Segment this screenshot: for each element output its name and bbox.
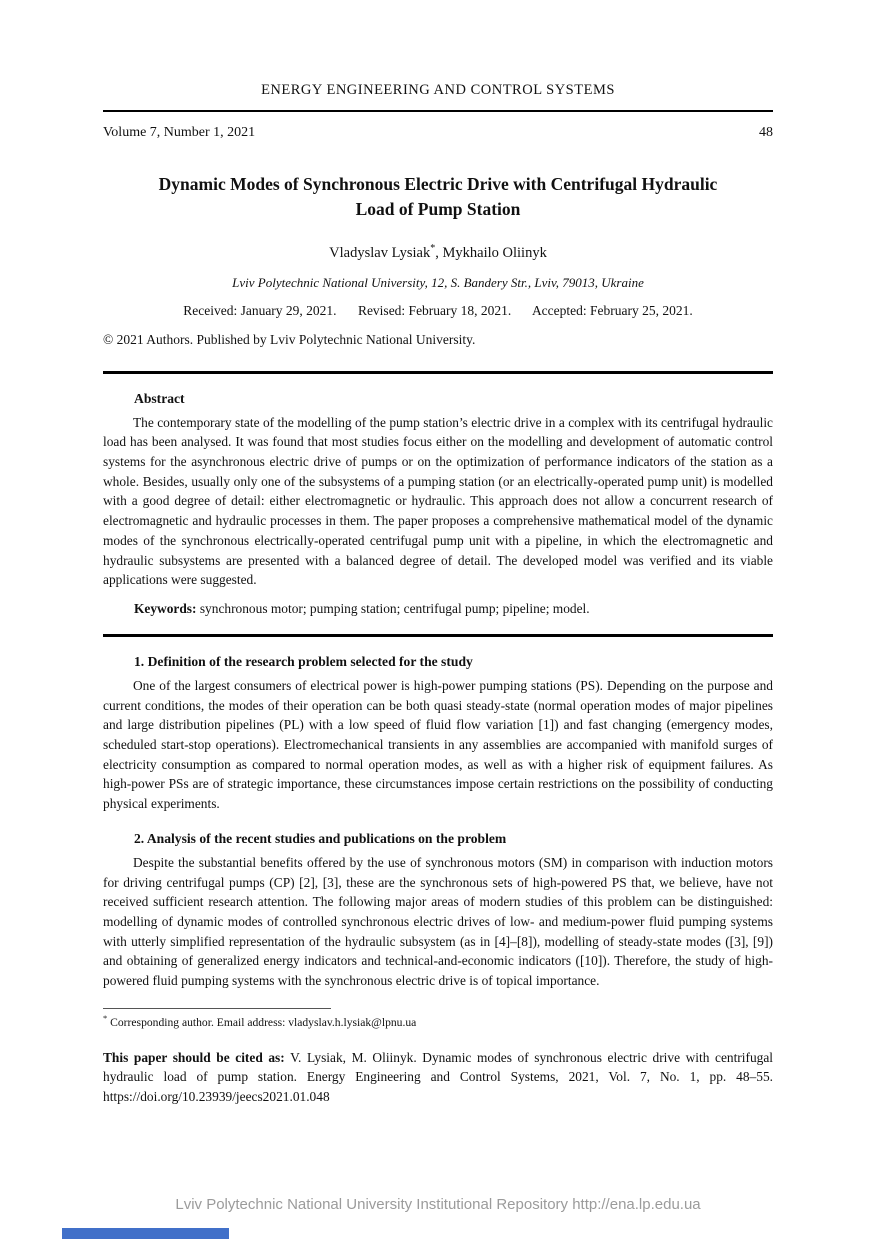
copyright-line: © 2021 Authors. Published by Lviv Polytechnic National University. — [103, 331, 476, 347]
keywords-text: synchronous motor; pumping station; centrifugal pump; pipeline; model. — [199, 600, 590, 616]
citation-block — [103, 1048, 773, 1107]
volume-row — [103, 125, 773, 141]
dates-line — [103, 303, 773, 319]
article-title-line1: Dynamic Modes of Synchronous Electric Drive with Centrifugal Hydraulic — [158, 174, 718, 194]
repository-footer-line: Lviv Polytechnic National University Institutional Repository http://ena.lp.edu.ua — [175, 1196, 701, 1213]
corresponding-author-mark: * — [430, 242, 436, 254]
section-1-paragraph: One of the largest consumers of electrical power is high-power pumping stations (PS). Depending on the purpose and current conditions, the modes of their operation can be both quasi steady-state (normal operation modes of major pipelines and large distribution pipelines (PL) with a low speed of fluid flow variation [1]) and fast changing (emergency modes, scheduled start-stop operations). Electromechanical transients in any assemblies are accompanied with manifold surges of electricity consumption as compared to normal operation modes, as well as with a higher risk of equipment failures. As high-power PSs are of strategic importance, these circumstances impose certain restrictions on the possibility of conducting physical experiments. — [103, 677, 773, 812]
page-number: 48 — [759, 125, 773, 140]
keywords-label: Keywords: — [134, 600, 197, 616]
abstract-top-rule — [103, 371, 773, 374]
footnote-mark: * — [103, 1012, 108, 1023]
abstract-paragraph: The contemporary state of the modelling of the pump station’s electric drive in a complex with its centrifugal hydraulic load has been analysed. It was found that most studies focus either on the modelling and development of automatic control systems for the asynchronous electric drive of pumps or on the optimization of performance indicators of the station as a whole. Besides, usually only one of the subsystems of a pumping station (or an electrically-operated pump unit) is modelled with a good degree of detail: either electromagnetic or hydraulic. This approach does not allow a concurrent research of electromagnetic and hydraulic processes in them. The paper proposes a comprehensive mathematical model of the dynamic modes of the synchronous electrically-operated centrifugal pump unit with a pipeline, in which the electromagnetic and hydraulic subsystems are presented with a balanced degree of detail. The developed model was verified and its viable applications were suggested. — [103, 414, 773, 588]
footnote-text: Corresponding author. Email address: vladyslav.h.lysiak@lpnu.ua — [110, 1015, 417, 1029]
section-2-heading: 2. Analysis of the recent studies and publications on the problem — [134, 830, 507, 846]
author-2: , Mykhailo Oliinyk — [435, 244, 547, 261]
citation-label: This paper should be cited as: — [103, 1049, 285, 1065]
article-title-line2: Load of Pump Station — [355, 199, 521, 220]
journal-title: ENERGY ENGINEERING AND CONTROL SYSTEMS — [261, 82, 615, 98]
section-2-paragraph: Despite the substantial benefits offered by the use of synchronous motors (SM) in comparison with induction motors for driving centrifugal pumps (CP) [2], [3], these are the synchronous sets of high-powered PS that, we believe, have not received sufficient research attention. The following major areas of modern studies of this problem can be distinguished: modelling of dynamic modes of controlled synchronous electric drives of low- and medium-power fluid pumping systems with utterly simplified representation of the hydraulic subsystem (as in [4]–[8]), modelling of steady-state modes ([3], [9]) and obtaining of generalized energy indicators and technical-and-economic indicators ([10]). Therefore, the study of high-powered fluid pumping systems with the synchronous electric drive is of topical importance. — [103, 854, 773, 989]
citation-text: V. Lysiak, M. Oliinyk. Dynamic modes of synchronous electric drive with centrifugal hydraulic load of pump station. Energy Engineering and Control Systems, 2021, Vol. 7, No. 1, pp. 48–55. https://doi.org/10.23939/jeecs2021.01.048 — [103, 1049, 773, 1104]
author-1: Vladyslav Lysiak — [329, 244, 431, 261]
page-content — [103, 0, 773, 1106]
repository-bar — [62, 1228, 229, 1239]
article-title — [103, 172, 773, 223]
keywords-line — [103, 601, 773, 617]
volume-info: Volume 7, Number 1, 2021 — [103, 125, 256, 140]
authors-line — [103, 243, 773, 262]
affiliation-line: Lviv Polytechnic National University, 12, S. Bandery Str., Lviv, 79013, Ukraine — [232, 274, 644, 290]
abstract-heading: Abstract — [134, 390, 185, 406]
received-date: Received: January 29, 2021. — [183, 302, 337, 318]
header-rule — [103, 110, 773, 112]
corresponding-author-footnote — [103, 1013, 773, 1029]
revised-date: Revised: February 18, 2021. — [357, 302, 512, 318]
footnote-separator-rule — [103, 1008, 331, 1009]
section-1-heading: 1. Definition of the research problem selected for the study — [134, 653, 473, 669]
body-top-rule — [103, 634, 773, 637]
accepted-date: Accepted: February 25, 2021. — [531, 302, 693, 318]
